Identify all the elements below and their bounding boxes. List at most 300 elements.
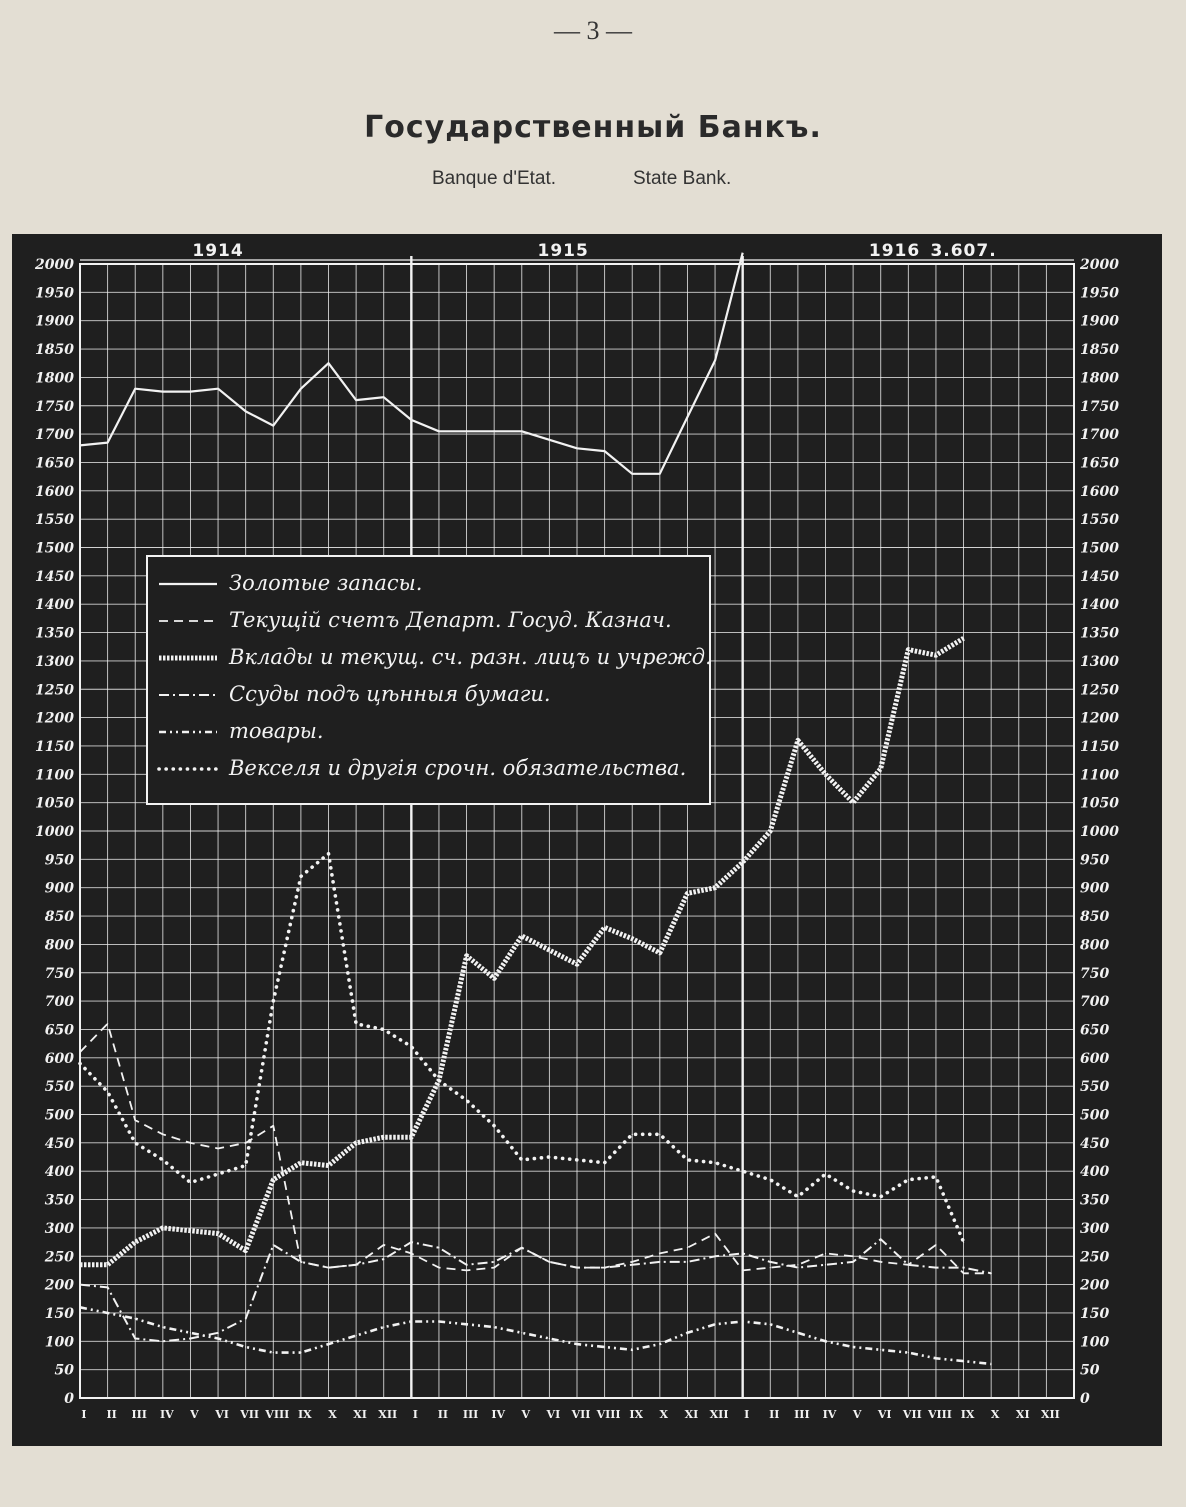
- legend-label: товары.: [229, 719, 324, 743]
- data-point: [521, 431, 522, 432]
- x-tick-label: XII: [1040, 1408, 1060, 1421]
- y-tick-label-left: 900: [44, 880, 74, 897]
- data-point: [438, 431, 439, 432]
- data-point: [825, 774, 826, 775]
- data-point: [825, 1173, 826, 1174]
- data-point: [300, 1352, 301, 1353]
- y-tick-label-left: 1750: [35, 398, 74, 415]
- y-tick-label-right: 50: [1080, 1362, 1100, 1379]
- data-point: [328, 853, 329, 854]
- data-point: [880, 1349, 881, 1350]
- y-tick-label-left: 50: [54, 1362, 74, 1379]
- data-point: [217, 388, 218, 389]
- y-tick-label-right: 750: [1080, 965, 1110, 982]
- data-point: [107, 1287, 108, 1288]
- data-point: [604, 1267, 605, 1268]
- y-tick-label-left: 200: [44, 1277, 74, 1294]
- data-point: [356, 1142, 357, 1143]
- data-point: [79, 1307, 80, 1308]
- x-tick-label: X: [328, 1408, 337, 1421]
- data-point: [494, 431, 495, 432]
- data-point: [190, 1338, 191, 1339]
- data-point: [604, 1346, 605, 1347]
- x-tick-label: VI: [546, 1408, 561, 1421]
- data-point: [135, 1338, 136, 1339]
- y-tick-label-left: 300: [44, 1220, 74, 1237]
- data-point: [742, 1171, 743, 1172]
- y-tick-label-right: 250: [1080, 1249, 1110, 1266]
- data-point: [770, 1324, 771, 1325]
- data-point: [79, 1063, 80, 1064]
- y-tick-label-left: 1300: [35, 653, 74, 670]
- data-point: [190, 391, 191, 392]
- y-tick-label-left: 1800: [35, 370, 74, 387]
- data-point: [383, 1137, 384, 1138]
- y-tick-label-left: 250: [44, 1249, 74, 1266]
- data-point: [549, 439, 550, 440]
- data-point: [135, 1142, 136, 1143]
- x-tick-label: VII: [240, 1408, 260, 1421]
- data-point: [107, 442, 108, 443]
- data-point: [549, 1338, 550, 1339]
- data-point: [853, 1256, 854, 1257]
- y-tick-label-left: 1550: [35, 512, 74, 529]
- data-point: [162, 391, 163, 392]
- data-point: [162, 1227, 163, 1228]
- data-point: [687, 893, 688, 894]
- data-point: [328, 1344, 329, 1345]
- data-point: [880, 768, 881, 769]
- data-point: [438, 1080, 439, 1081]
- data-point: [190, 1230, 191, 1231]
- data-point: [494, 1125, 495, 1126]
- data-point: [549, 1261, 550, 1262]
- data-point: [107, 1023, 108, 1024]
- data-point: [853, 1346, 854, 1347]
- y-tick-label-right: 1300: [1080, 653, 1119, 670]
- y-tick-label-left: 800: [44, 937, 74, 954]
- data-point: [494, 1261, 495, 1262]
- data-point: [411, 1253, 412, 1254]
- y-tick-label-right: 600: [1080, 1050, 1110, 1067]
- y-tick-label-right: 1600: [1080, 483, 1119, 500]
- data-point: [135, 388, 136, 389]
- y-tick-label-left: 1600: [35, 483, 74, 500]
- data-point: [162, 1134, 163, 1135]
- y-tick-label-right: 1100: [1080, 767, 1119, 784]
- data-point: [383, 1029, 384, 1030]
- data-point: [632, 1134, 633, 1135]
- data-point: [908, 1179, 909, 1180]
- y-tick-label-right: 1700: [1080, 427, 1119, 444]
- data-point: [742, 1270, 743, 1271]
- x-tick-label: XII: [709, 1408, 729, 1421]
- data-point: [245, 1250, 246, 1251]
- y-tick-label-right: 1250: [1080, 682, 1119, 699]
- y-tick-label-right: 500: [1080, 1107, 1110, 1124]
- data-point: [797, 1196, 798, 1197]
- y-tick-label-right: 200: [1080, 1277, 1110, 1294]
- x-tick-label: IV: [822, 1408, 837, 1421]
- data-point: [742, 1321, 743, 1322]
- data-point: [714, 887, 715, 888]
- y-tick-label-left: 550: [44, 1079, 74, 1096]
- x-tick-label: V: [852, 1408, 862, 1421]
- data-point: [107, 1312, 108, 1313]
- data-point: [659, 1253, 660, 1254]
- data-point: [107, 1264, 108, 1265]
- data-point: [79, 1264, 80, 1265]
- data-point: [825, 1264, 826, 1265]
- x-tick-label: V: [190, 1408, 199, 1421]
- y-tick-label-right: 1650: [1080, 455, 1119, 472]
- data-point: [632, 473, 633, 474]
- data-point: [853, 802, 854, 803]
- data-point: [935, 1244, 936, 1245]
- year-label: 1915: [537, 241, 589, 261]
- data-point: [466, 1264, 467, 1265]
- legend: [147, 556, 712, 804]
- data-point: [328, 1267, 329, 1268]
- data-point: [273, 1244, 274, 1245]
- data-point: [411, 1321, 412, 1322]
- data-point: [494, 1267, 495, 1268]
- y-tick-label-left: 1900: [35, 313, 74, 330]
- x-tick-label: IX: [298, 1408, 312, 1421]
- y-tick-label-right: 900: [1080, 880, 1110, 897]
- x-tick-label: VII: [571, 1408, 591, 1421]
- x-tick-label: II: [106, 1408, 117, 1421]
- data-point: [521, 1247, 522, 1248]
- data-point: [687, 1247, 688, 1248]
- data-point: [687, 1261, 688, 1262]
- subtitle-french: Banque d'Etat.: [432, 168, 557, 189]
- y-tick-label-right: 950: [1080, 852, 1110, 869]
- data-point: [411, 419, 412, 420]
- y-tick-label-left: 150: [44, 1305, 74, 1322]
- y-tick-label-left: 500: [44, 1107, 74, 1124]
- y-tick-label-left: 1050: [35, 795, 74, 812]
- data-point: [880, 1196, 881, 1197]
- data-point: [328, 363, 329, 364]
- data-point: [217, 1148, 218, 1149]
- data-point: [521, 935, 522, 936]
- data-point: [273, 1125, 274, 1126]
- y-tick-label-right: 550: [1080, 1079, 1110, 1096]
- data-point: [604, 927, 605, 928]
- data-point: [770, 1267, 771, 1268]
- data-point: [963, 638, 964, 639]
- data-point: [659, 1134, 660, 1135]
- data-point: [300, 1261, 301, 1262]
- y-tick-label-left: 1950: [35, 285, 74, 302]
- data-point: [576, 1159, 577, 1160]
- y-tick-label-left: 1100: [35, 767, 74, 784]
- data-point: [576, 1267, 577, 1268]
- y-tick-label-left: 600: [44, 1050, 74, 1067]
- x-tick-label: X: [990, 1408, 1000, 1421]
- legend-label: Текущій счетъ Департ. Госуд. Казнач.: [229, 608, 672, 632]
- data-point: [742, 1253, 743, 1254]
- data-point: [659, 1344, 660, 1345]
- y-tick-label-left: 1450: [35, 568, 74, 585]
- y-tick-label-right: 0: [1080, 1391, 1090, 1407]
- data-point: [632, 938, 633, 939]
- x-tick-label: III: [794, 1408, 810, 1421]
- data-point: [107, 1091, 108, 1092]
- year-label: 1914: [192, 241, 244, 261]
- data-point: [190, 1332, 191, 1333]
- data-point: [245, 1142, 246, 1143]
- y-tick-label-right: 1150: [1080, 738, 1119, 755]
- data-point: [687, 1332, 688, 1333]
- data-point: [659, 473, 660, 474]
- y-tick-label-right: 450: [1080, 1135, 1110, 1152]
- x-tick-label: VIII: [927, 1408, 952, 1421]
- page-number: — 3 —: [554, 16, 632, 45]
- y-tick-label-left: 1650: [35, 455, 74, 472]
- x-tick-label: V: [521, 1408, 531, 1421]
- data-point: [770, 830, 771, 831]
- data-point: [687, 416, 688, 417]
- data-point: [991, 1363, 992, 1364]
- y-tick-label-right: 1200: [1080, 710, 1119, 727]
- data-point: [356, 1023, 357, 1024]
- data-point: [714, 1256, 715, 1257]
- y-tick-label-right: 150: [1080, 1305, 1110, 1322]
- x-tick-label: XI: [684, 1408, 699, 1421]
- y-tick-label-left: 700: [44, 994, 74, 1011]
- legend-label: Векселя и другія срочн. обязательства.: [229, 756, 687, 780]
- data-point: [300, 876, 301, 877]
- y-tick-label-left: 650: [44, 1022, 74, 1039]
- data-point: [383, 1244, 384, 1245]
- x-tick-label: X: [659, 1408, 669, 1421]
- x-tick-label: III: [131, 1408, 147, 1421]
- x-tick-label: VI: [877, 1408, 892, 1421]
- data-point: [935, 1267, 936, 1268]
- data-point: [438, 1321, 439, 1322]
- data-point: [135, 1241, 136, 1242]
- y-tick-label-right: 1000: [1080, 824, 1119, 840]
- data-point: [880, 1239, 881, 1240]
- data-point: [135, 1318, 136, 1319]
- y-tick-label-left: 450: [44, 1135, 74, 1152]
- x-tick-label: IX: [629, 1408, 644, 1421]
- chart-background: [12, 234, 1162, 1446]
- data-point: [714, 360, 715, 361]
- data-point: [356, 1335, 357, 1336]
- y-tick-label-left: 850: [44, 909, 74, 926]
- data-point: [190, 1182, 191, 1183]
- y-tick-label-right: 1450: [1080, 568, 1119, 585]
- x-tick-label: II: [769, 1408, 780, 1421]
- data-point: [797, 1332, 798, 1333]
- data-point: [190, 1142, 191, 1143]
- data-point: [162, 1159, 163, 1160]
- y-tick-label-right: 100: [1080, 1334, 1110, 1351]
- data-point: [438, 1247, 439, 1248]
- x-tick-label: XII: [378, 1408, 398, 1421]
- y-tick-label-right: 300: [1080, 1220, 1110, 1237]
- data-point: [466, 1270, 467, 1271]
- data-point: [825, 1341, 826, 1342]
- data-point: [549, 1156, 550, 1157]
- y-tick-label-left: 1850: [35, 342, 74, 359]
- data-point: [217, 1338, 218, 1339]
- data-point: [908, 1352, 909, 1353]
- y-tick-label-right: 1400: [1080, 597, 1119, 614]
- y-tick-label-right: 1500: [1080, 540, 1119, 557]
- data-point: [438, 1267, 439, 1268]
- data-point: [797, 1267, 798, 1268]
- data-point: [714, 1162, 715, 1163]
- data-point: [935, 655, 936, 656]
- data-point: [273, 425, 274, 426]
- line-chart: [12, 234, 1162, 1446]
- x-tick-label: I: [744, 1408, 750, 1421]
- data-point: [632, 1261, 633, 1262]
- x-tick-label: VI: [215, 1408, 229, 1421]
- data-point: [383, 1258, 384, 1259]
- data-point: [466, 431, 467, 432]
- y-tick-label-left: 1700: [35, 427, 74, 444]
- data-point: [162, 1327, 163, 1328]
- data-point: [963, 1241, 964, 1242]
- y-tick-label-right: 700: [1080, 994, 1110, 1011]
- data-point: [908, 1264, 909, 1265]
- data-point: [604, 451, 605, 452]
- data-point: [217, 1233, 218, 1234]
- y-tick-label-right: 1850: [1080, 342, 1119, 359]
- data-point: [576, 1344, 577, 1345]
- data-point: [494, 978, 495, 979]
- legend-label: Ссуды подъ цѣнныя бумаги.: [229, 682, 551, 706]
- data-point: [411, 1046, 412, 1047]
- x-tick-label: I: [81, 1408, 87, 1421]
- y-tick-label-left: 750: [44, 965, 74, 982]
- data-point: [549, 949, 550, 950]
- data-point: [991, 1273, 992, 1274]
- year-label: 3.607.: [930, 241, 997, 261]
- data-point: [521, 1159, 522, 1160]
- data-point: [963, 1273, 964, 1274]
- legend-label: Золотые запасы.: [229, 571, 423, 595]
- legend-label: Вклады и текущ. сч. разн. лицъ и учрежд.: [229, 645, 712, 669]
- x-tick-label: VIII: [265, 1408, 290, 1421]
- data-point: [245, 1346, 246, 1347]
- data-point: [217, 1332, 218, 1333]
- data-point: [383, 1327, 384, 1328]
- data-point: [576, 448, 577, 449]
- data-point: [79, 1052, 80, 1053]
- data-point: [935, 1176, 936, 1177]
- x-tick-label: I: [412, 1408, 418, 1421]
- y-tick-label-left: 1500: [35, 540, 74, 557]
- data-point: [411, 1241, 412, 1242]
- data-point: [411, 1137, 412, 1138]
- data-point: [659, 1261, 660, 1262]
- y-tick-label-right: 650: [1080, 1022, 1110, 1039]
- data-point: [880, 1261, 881, 1262]
- y-tick-label-left: 1200: [35, 710, 74, 727]
- y-tick-label-left: 1350: [35, 625, 74, 642]
- data-point: [494, 1327, 495, 1328]
- y-tick-label-right: 1550: [1080, 512, 1119, 529]
- data-point: [521, 1332, 522, 1333]
- y-tick-label-right: 400: [1080, 1164, 1110, 1181]
- x-tick-label: IX: [960, 1408, 975, 1421]
- page-title: Государственный Банкъ.: [364, 110, 822, 145]
- data-point: [825, 1253, 826, 1254]
- data-point: [356, 399, 357, 400]
- data-point: [245, 411, 246, 412]
- y-tick-label-right: 800: [1080, 937, 1110, 954]
- data-point: [300, 1162, 301, 1163]
- data-point: [162, 1341, 163, 1342]
- y-tick-label-right: 350: [1080, 1192, 1110, 1209]
- x-tick-label: VIII: [596, 1408, 621, 1421]
- year-label: 1916: [868, 241, 921, 261]
- x-tick-label: XI: [1015, 1408, 1030, 1421]
- y-tick-label-right: 1950: [1080, 285, 1119, 302]
- data-point: [466, 955, 467, 956]
- data-point: [908, 649, 909, 650]
- y-tick-label-left: 1000: [35, 824, 74, 840]
- x-tick-label: II: [437, 1408, 449, 1421]
- y-tick-label-right: 1050: [1080, 795, 1119, 812]
- data-point: [273, 1179, 274, 1180]
- data-point: [935, 1358, 936, 1359]
- y-tick-label-left: 1150: [35, 738, 74, 755]
- data-point: [714, 1233, 715, 1234]
- y-tick-label-left: 100: [44, 1334, 74, 1351]
- x-tick-label: VII: [902, 1408, 922, 1421]
- data-point: [273, 1352, 274, 1353]
- data-point: [770, 1261, 771, 1262]
- data-point: [383, 397, 384, 398]
- y-tick-label-right: 1350: [1080, 625, 1119, 642]
- data-point: [853, 1261, 854, 1262]
- y-tick-label-right: 850: [1080, 909, 1110, 926]
- data-point: [79, 445, 80, 446]
- data-point: [770, 1179, 771, 1180]
- y-tick-label-left: 400: [44, 1164, 74, 1181]
- y-tick-label-left: 1250: [35, 682, 74, 699]
- y-tick-label-left: 950: [44, 852, 74, 869]
- x-tick-label: IV: [159, 1408, 174, 1421]
- y-tick-label-right: 1800: [1080, 370, 1119, 387]
- data-point: [632, 1349, 633, 1350]
- data-point: [79, 1284, 80, 1285]
- data-point: [356, 1264, 357, 1265]
- data-point: [217, 1173, 218, 1174]
- y-tick-label-left: 2000: [35, 257, 74, 273]
- data-point: [245, 1318, 246, 1319]
- data-point: [273, 1001, 274, 1002]
- y-tick-label-right: 2000: [1080, 257, 1119, 273]
- data-point: [632, 1264, 633, 1265]
- data-point: [659, 952, 660, 953]
- chart-panel: [12, 234, 1162, 1446]
- y-tick-label-right: 1750: [1080, 398, 1119, 415]
- data-point: [300, 388, 301, 389]
- data-point: [853, 1190, 854, 1191]
- data-point: [687, 1159, 688, 1160]
- y-tick-label-left: 1400: [35, 597, 74, 614]
- data-point: [963, 1267, 964, 1268]
- data-point: [604, 1162, 605, 1163]
